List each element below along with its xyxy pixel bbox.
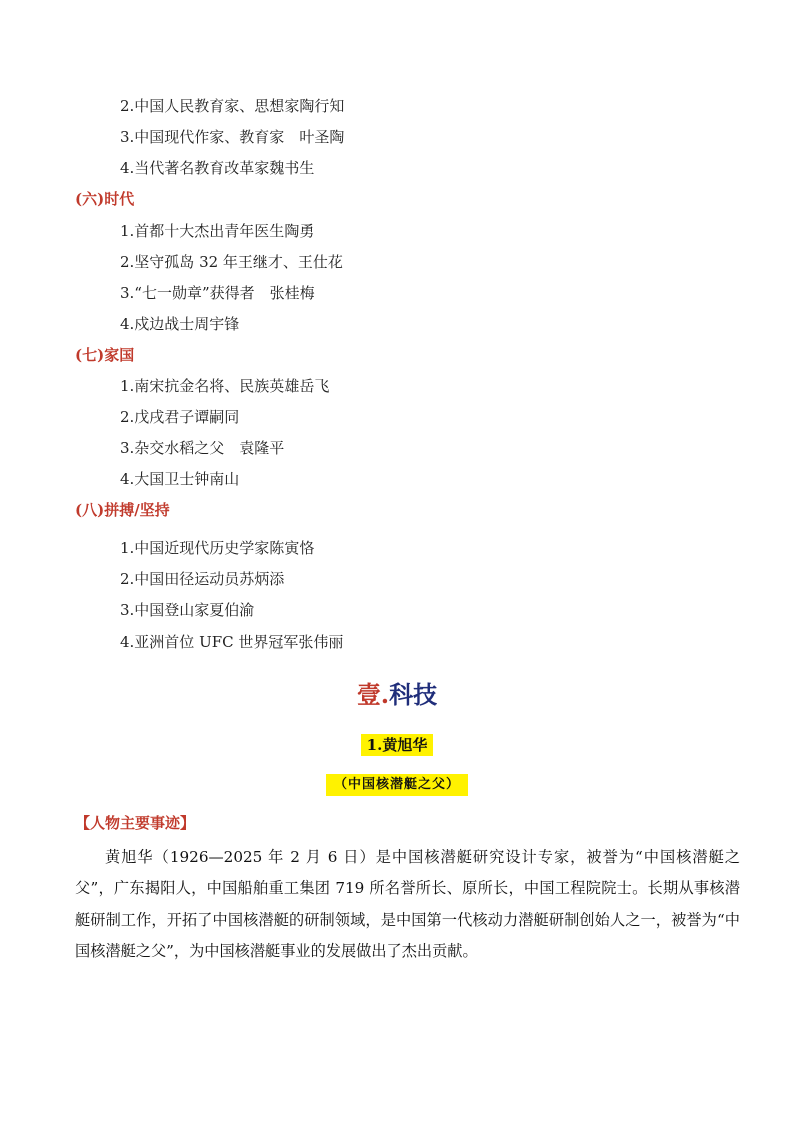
person-name: 1.黄旭华 (361, 734, 434, 756)
section-heading-nation: (七)家国 (75, 346, 135, 364)
list-item: 4.当代著名教育改革家魏书生 (120, 159, 315, 177)
person-title: （中国核潜艇之父） (326, 774, 468, 796)
list-item: 4.戍边战士周宇锋 (120, 315, 240, 333)
section-heading-era: (六)时代 (75, 190, 135, 208)
list-item: 3.杂交水稻之父 袁隆平 (120, 439, 285, 457)
person-name-row (0, 734, 794, 756)
list-item: 1.中国近现代历史学家陈寅恪 (120, 539, 315, 557)
section-heading-struggle: (八)拼搏/坚持 (75, 501, 170, 519)
list-item: 3.中国现代作家、教育家 叶圣陶 (120, 128, 345, 146)
chapter-name: 科技 (389, 680, 438, 709)
list-item: 4.亚洲首位 UFC 世界冠军张伟丽 (120, 633, 344, 651)
list-item: 2.戊戌君子谭嗣同 (120, 408, 240, 426)
list-item: 2.坚守孤岛 32 年王继才、王仕花 (120, 253, 343, 271)
list-item: 3.“七一勋章”获得者 张桂梅 (120, 284, 315, 302)
person-title-row (0, 773, 794, 796)
list-item: 4.大国卫士钟南山 (120, 470, 240, 488)
chapter-number: 壹. (356, 680, 390, 709)
deeds-label: 【人物主要事迹】 (75, 814, 196, 832)
person-biography: 黄旭华（1926—2025 年 2 月 6 日）是中国核潜艇研究设计专家，被誉为“中国核潜艇之父”，广东揭阳人，中国船舶重工集团 719 所名誉所长、原所长，中国工程院院士。长期从事核潜艇研制工作，开拓了中国核潜艇的研制领域，是中国第一代核动力潜艇研制创始人之一，被誉为“中国核潜艇之父”，为中国核潜艇事业的发展做出了杰出贡献。 (75, 848, 740, 960)
list-item: 2.中国田径运动员苏炳添 (120, 570, 285, 588)
chapter-title (0, 678, 794, 712)
list-item: 1.首都十大杰出青年医生陶勇 (120, 222, 315, 240)
list-item: 2.中国人民教育家、思想家陶行知 (120, 97, 345, 115)
list-item: 1.南宋抗金名将、民族英雄岳飞 (120, 377, 330, 395)
list-item: 3.中国登山家夏伯渝 (120, 601, 255, 619)
